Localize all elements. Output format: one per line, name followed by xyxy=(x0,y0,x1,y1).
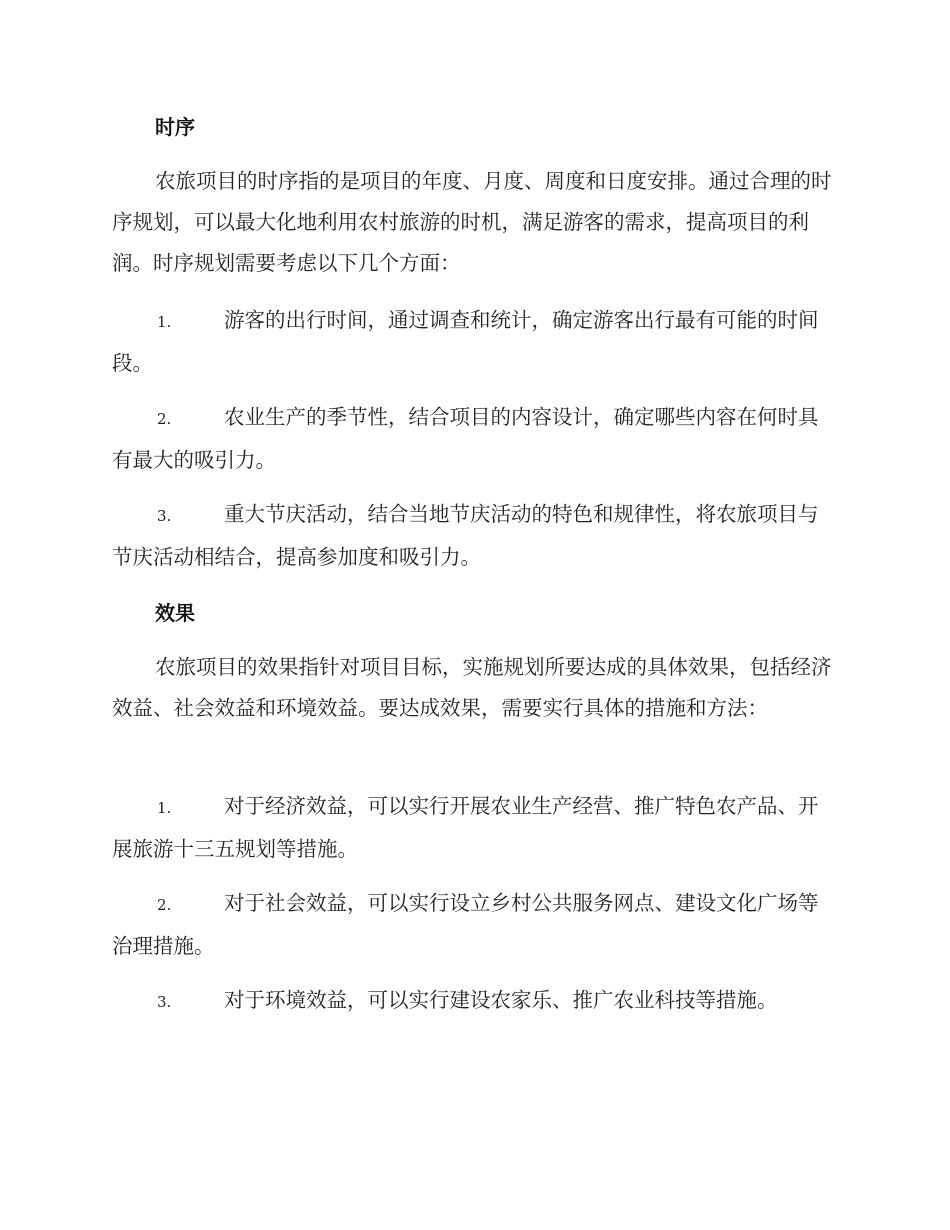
list-item-text: 对于环境效益，可以实行建设农家乐、推广农业科技等措施。 xyxy=(224,988,778,1012)
list-item-text: 重大节庆活动，结合当地节庆活动的特色和规律性，将农旅项目与节庆活动相结合，提高参加度和吸引力。 xyxy=(112,502,819,569)
list-item xyxy=(112,883,834,967)
list-item-number: 1. xyxy=(157,313,172,331)
list-item-number: 3. xyxy=(157,507,172,525)
list-item-number: 1. xyxy=(157,799,172,817)
section-heading-effect: 效果 xyxy=(155,601,195,625)
list-item-number: 2. xyxy=(157,410,172,428)
list-item xyxy=(112,786,834,870)
list-item xyxy=(112,980,834,1023)
section-heading-timing: 时序 xyxy=(155,115,195,139)
list-item-text: 对于经济效益，可以实行开展农业生产经营、推广特色农产品、开展旅游十三五规划等措施。 xyxy=(112,794,819,861)
section-intro-timing: 农旅项目的时序指的是项目的年度、月度、周度和日度安排。通过合理的时序规划，可以最大化地利用农村旅游的时机，满足游客的需求，提高项目的利润。时序规划需要考虑以下几个方面： xyxy=(112,169,832,275)
list-item-text: 农业生产的季节性，结合项目的内容设计，确定哪些内容在何时具有最大的吸引力。 xyxy=(112,405,819,472)
section-intro-effect: 农旅项目的效果指针对项目目标，实施规划所要达成的具体效果，包括经济效益、社会效益和环境效益。要达成效果，需要实行具体的措施和方法： xyxy=(112,655,832,720)
list-item-number: 3. xyxy=(157,993,172,1011)
list-item xyxy=(112,494,834,578)
list-item xyxy=(112,300,834,384)
list-item-number: 2. xyxy=(157,896,172,914)
list-item-text: 对于社会效益，可以实行设立乡村公共服务网点、建设文化广场等治理措施。 xyxy=(112,891,819,958)
list-item xyxy=(112,397,834,481)
list-item-text: 游客的出行时间，通过调查和统计，确定游客出行最有可能的时间段。 xyxy=(112,308,819,375)
